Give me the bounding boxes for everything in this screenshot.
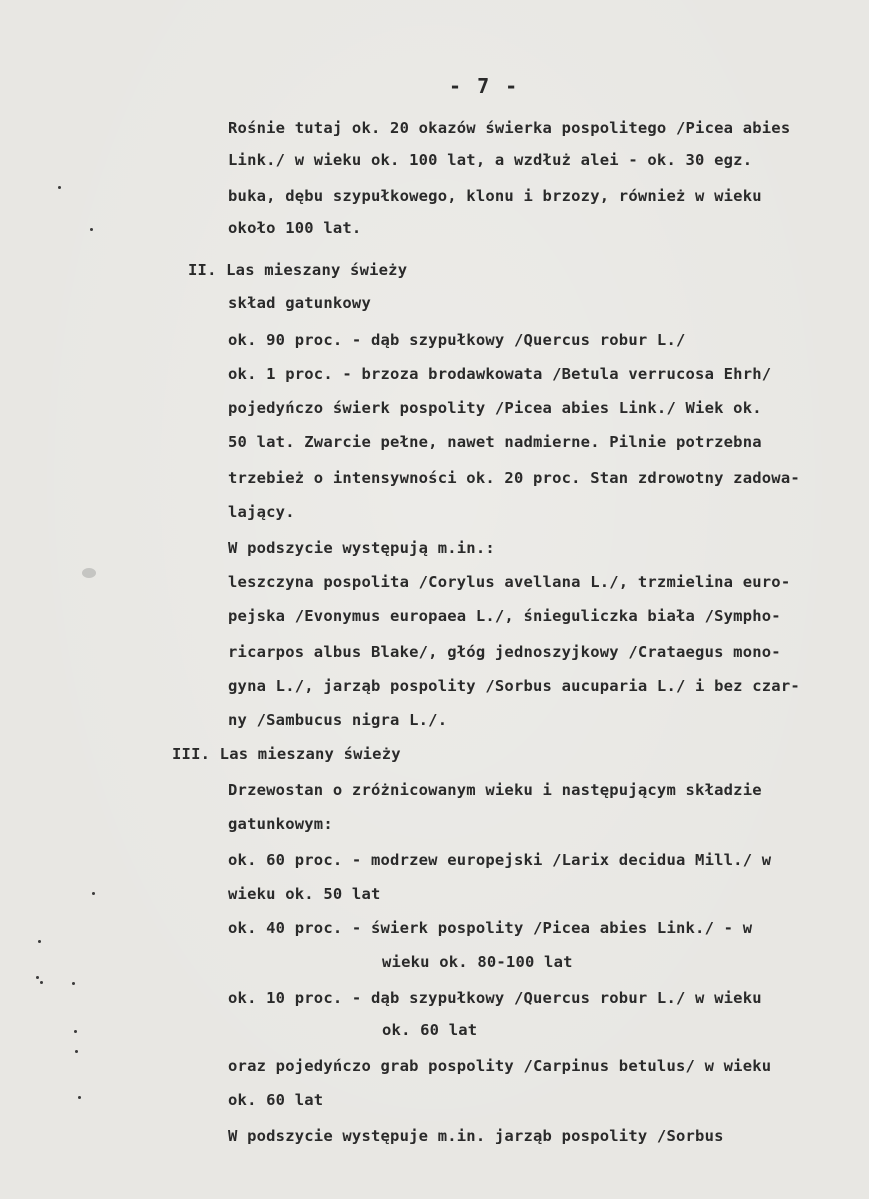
text-line: oraz pojedyńczo grab pospolity /Carpinus betulus/ w wieku [228, 1057, 772, 1075]
margin-speck [90, 228, 93, 231]
margin-speck [92, 892, 95, 895]
text-line: wieku ok. 80-100 lat [382, 953, 573, 971]
text-line: ok. 60 lat [382, 1021, 478, 1039]
text-line: Link./ w wieku ok. 100 lat, a wzdłuż alei - ok. 30 egz. [228, 151, 753, 169]
margin-smudge [82, 568, 96, 578]
section-heading: II. Las mieszany świeży [188, 261, 408, 279]
text-line: lający. [228, 503, 295, 521]
margin-speck [38, 940, 41, 943]
text-line: 50 lat. Zwarcie pełne, nawet nadmierne. Pilnie potrzebna [228, 433, 762, 451]
text-line: gyna L./, jarząb pospolity /Sorbus aucuparia L./ i bez czar- [228, 677, 800, 695]
text-line: trzebież o intensywności ok. 20 proc. Stan zdrowotny zadowa- [228, 469, 800, 487]
text-line: ok. 40 proc. - świerk pospolity /Picea abies Link./ - w [228, 919, 753, 937]
margin-speck [72, 982, 75, 985]
text-line: ok. 10 proc. - dąb szypułkowy /Quercus robur L./ w wieku [228, 989, 762, 1007]
margin-speck [74, 1030, 77, 1033]
text-line: ok. 60 lat [228, 1091, 324, 1109]
margin-speck [58, 186, 61, 189]
text-line: pojedyńczo świerk pospolity /Picea abies Link./ Wiek ok. [228, 399, 762, 417]
text-line: W podszycie występują m.in.: [228, 539, 495, 557]
margin-speck [78, 1096, 81, 1099]
margin-speck [40, 981, 43, 984]
text-line: około 100 lat. [228, 219, 362, 237]
text-line: Drzewostan o zróżnicowanym wieku i następującym składzie [228, 781, 762, 799]
margin-speck [36, 976, 39, 979]
margin-speck [75, 1050, 78, 1053]
text-line: wieku ok. 50 lat [228, 885, 381, 903]
page-number: - 7 - [449, 74, 520, 98]
text-line: leszczyna pospolita /Corylus avellana L./, trzmielina euro- [228, 573, 791, 591]
text-line: ok. 60 proc. - modrzew europejski /Larix decidua Mill./ w [228, 851, 772, 869]
text-line: ny /Sambucus nigra L./. [228, 711, 448, 729]
text-line: Rośnie tutaj ok. 20 okazów świerka pospolitego /Picea abies [228, 119, 791, 137]
text-line: gatunkowym: [228, 815, 333, 833]
text-line: pejska /Evonymus europaea L./, śnieguliczka biała /Sympho- [228, 607, 781, 625]
text-line: buka, dębu szypułkowego, klonu i brzozy, również w wieku [228, 187, 762, 205]
text-line: ok. 90 proc. - dąb szypułkowy /Quercus robur L./ [228, 331, 686, 349]
text-line: skład gatunkowy [228, 294, 371, 312]
text-line: ok. 1 proc. - brzoza brodawkowata /Betula verrucosa Ehrh/ [228, 365, 772, 383]
text-line: ricarpos albus Blake/, głóg jednoszyjkowy /Crataegus mono- [228, 643, 781, 661]
section-heading: III. Las mieszany świeży [172, 745, 401, 763]
text-line: W podszycie występuje m.in. jarząb pospolity /Sorbus [228, 1127, 724, 1145]
